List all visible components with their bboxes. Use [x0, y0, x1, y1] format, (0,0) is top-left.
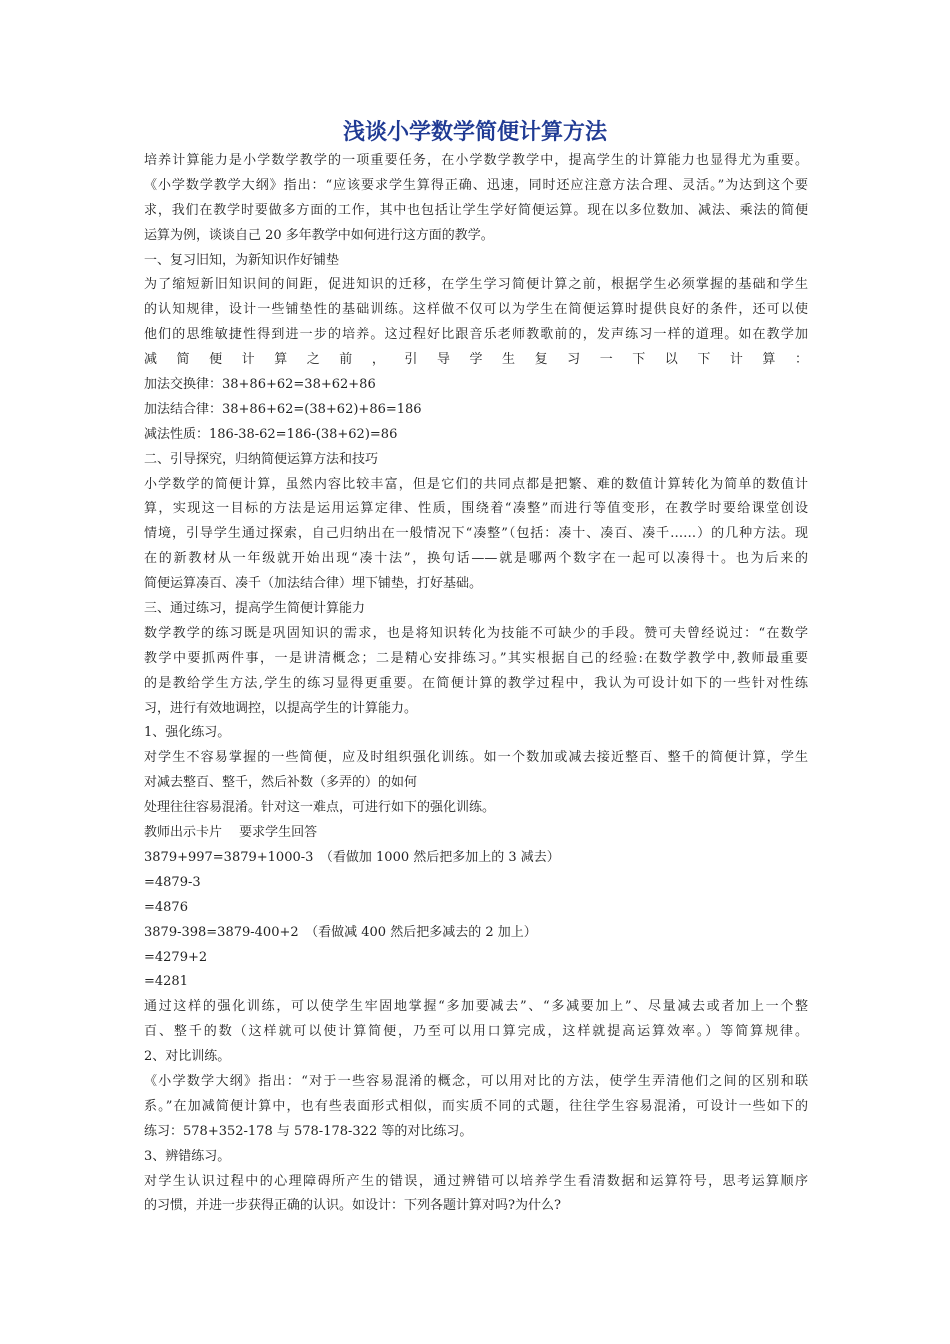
text-line: 三、通过练习，提高学生简便计算能力	[144, 601, 366, 617]
text-line: 练习：578+352-178 与 578-178-322 等的对比练习。	[144, 1123, 473, 1139]
text-line: 减法性质：186-38-62=186-(38+62)=86	[144, 426, 398, 442]
text-line: 通过这样的强化训练，可以使学生牢固地掌握“多加要减去”、“多减要加上”、尽量减去或者加上一个整	[144, 999, 808, 1015]
text-line: 1、强化练习。	[144, 725, 231, 741]
text-line: 一、复习旧知，为新知识作好铺垫	[144, 252, 340, 268]
text-line: 对减去整百、整千，然后补数（多弄的）的如何	[144, 775, 418, 791]
text-line: 运算为例，谈谈自己 20 多年教学中如何进行这方面的教学。	[144, 227, 494, 243]
text-line: 3879-398=3879-400+2 （看做减 400 然后把多减去的 2 加上）	[144, 924, 537, 940]
text-line: 算，实现这一目标的方法是运用运算定律、性质，围绕着“凑整”而进行等值变形，在教学时要给课堂创设	[144, 501, 808, 517]
text-line: 教师出示卡片 要求学生回答	[144, 825, 318, 841]
text-line: 习，进行有效地调控，以提高学生的计算能力。	[144, 700, 418, 716]
text-line: 简便运算凑百、凑千（加法结合律）埋下铺垫，打好基础。	[144, 576, 483, 592]
text-line: 二、引导探究，归纳简便运算方法和技巧	[144, 451, 379, 467]
text-line: =4879-3	[144, 874, 201, 890]
document-body	[144, 149, 808, 1219]
text-line: =4876	[144, 899, 188, 915]
text-line: 教学中要抓两件事，一是讲清概念；二是精心安排练习。”其实根据自己的经验:在数学教学中,教师最重要	[144, 650, 808, 666]
text-line: 对学生认识过程中的心理障碍所产生的错误，通过辨错可以培养学生看清数据和运算符号，思考运算顺序	[144, 1173, 808, 1189]
text-line: 百、整千的数（这样就可以使计算简便，乃至可以用口算完成，这样就提高运算效率。）等简算规律。	[144, 1024, 808, 1040]
text-line: 的是教给学生方法,学生的练习显得更重要。在简便计算的教学过程中，我认为可设计如下的一些针对性练	[144, 675, 808, 691]
text-line: =4281	[144, 974, 188, 990]
text-line: 3、辨错练习。	[144, 1148, 231, 1164]
text-line: 为了缩短新旧知识间的间距，促进知识的迁移，在学生学习简便计算之前，根据学生必须掌握的基础和学生	[144, 277, 808, 293]
text-line: 培养计算能力是小学数学教学的一项重要任务，在小学数学教学中，提高学生的计算能力也显得尤为重要。	[144, 153, 808, 168]
text-line: 加法结合律：38+86+62=(38+62)+86=186	[144, 401, 422, 417]
document-title: 浅谈小学数学简便计算方法	[342, 120, 607, 145]
text-line: 小学数学的简便计算，虽然内容比较丰富，但是它们的共同点都是把繁、难的数值计算转化为简单的数值计	[144, 476, 808, 492]
text-line: 系。”在加减简便计算中，也有些表面形式相似，而实质不同的式题，往往学生容易混淆，可设计一些如下的	[144, 1098, 808, 1114]
text-line: 求，我们在教学时要做多方面的工作，其中也包括让学生学好简便运算。现在以多位数加、减法、乘法的简便	[144, 202, 808, 218]
text-line: 他们的思维敏捷性得到进一步的培养。这过程好比跟音乐老师教歌前的，发声练习一样的道理。如在教学加	[144, 327, 808, 343]
text-line: 2、对比训练。	[144, 1049, 231, 1065]
text-line: =4279+2	[144, 949, 208, 965]
text-line: 对学生不容易掌握的一些简便，应及时组织强化训练。如一个数加或减去接近整百、整千的简便计算，学生	[144, 750, 808, 766]
text-line: 情境，引导学生通过探索，自己归纳出在一般情况下“凑整”（包括：凑十、凑百、凑千……）的几种方法。现	[144, 526, 808, 542]
text-line: 加法交换律：38+86+62=38+62+86	[144, 377, 376, 393]
text-line: 《小学数学大纲》指出：“对于一些容易混淆的概念，可以用对比的方法，使学生弄清他们之间的区别和联	[144, 1073, 808, 1089]
text-line: 减简便计算之前，引导学生复习一下以下计算：	[144, 352, 808, 368]
text-line: 数学教学的练习既是巩固知识的需求，也是将知识转化为技能不可缺少的手段。赞可夫曾经说过：“在数学	[144, 625, 808, 641]
text-line: 3879+997=3879+1000-3 （看做加 1000 然后把多加上的 3 减去）	[144, 849, 560, 865]
text-line: 在的新教材从一年级就开始出现“凑十法”，换句话——就是哪两个数字在一起可以凑得十。也为后来的	[144, 551, 808, 567]
text-line: 处理往往容易混淆。针对这一难点，可进行如下的强化训练。	[144, 800, 496, 816]
text-line: 的认知规律，设计一些铺垫性的基础训练。这样做不仅可以为学生在简便运算时提供良好的条件，还可以使	[144, 302, 808, 318]
text-line: 的习惯，并进一步获得正确的认识。如设计：下列各题计算对吗?为什么?	[144, 1198, 561, 1214]
text-line: 《小学数学教学大纲》指出：“应该要求学生算得正确、迅速，同时还应注意方法合理、灵活。”为达到这个要	[144, 177, 808, 193]
